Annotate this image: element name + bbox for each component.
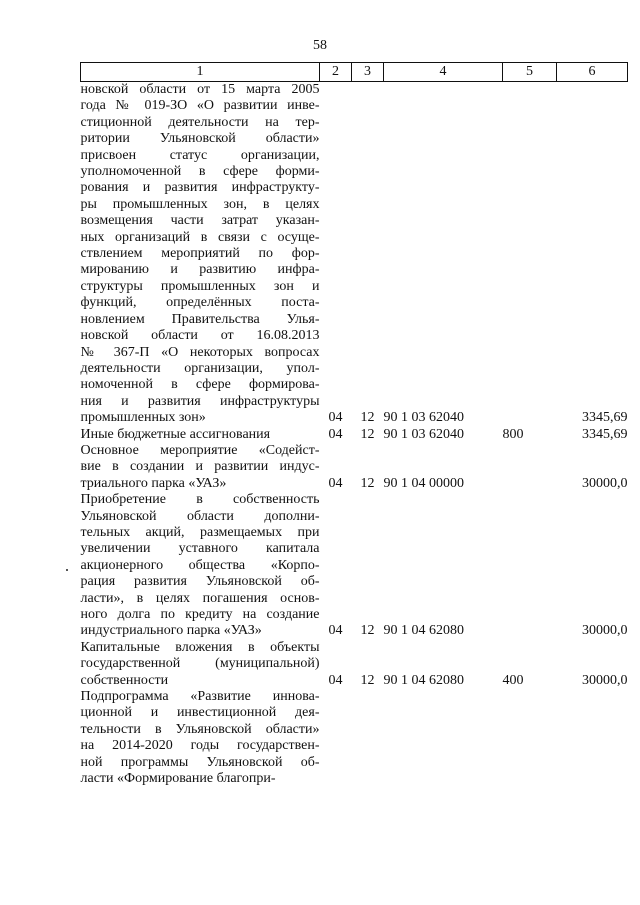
- description-line: № 367-П «О некоторых вопросах: [80, 344, 320, 360]
- row-description: [81, 492, 320, 640]
- row-description: [81, 82, 320, 427]
- header-col-6: 6: [557, 63, 628, 82]
- description-line: промышленных зон»: [80, 410, 206, 426]
- expense-type-code: [503, 689, 557, 787]
- amount: 30000,0: [582, 672, 628, 688]
- description-line: структуры промышленных зон и: [80, 278, 320, 294]
- row-description: [81, 640, 320, 689]
- subsection-code: 12: [360, 410, 375, 426]
- amount: 3345,69: [582, 410, 628, 426]
- amount: [557, 689, 628, 787]
- description-line: увеличении уставного капитала: [80, 541, 320, 557]
- section-code: 04: [328, 623, 343, 639]
- header-col-2: 2: [320, 63, 352, 82]
- subsection-code: 12: [360, 672, 375, 688]
- amount: 3345,69: [582, 426, 628, 442]
- description-line: ры промышленных зон, в целях: [80, 196, 320, 212]
- expense-type-code: 800: [502, 426, 524, 442]
- description-line: Ульяновской области дополни-: [80, 508, 320, 524]
- target-article-code: [384, 689, 503, 787]
- table-row: [81, 640, 628, 689]
- description-line: ной программы Ульяновской об-: [80, 754, 320, 770]
- expense-type-code: [503, 443, 557, 492]
- header-col-4: 4: [384, 63, 503, 82]
- expense-type-code: [503, 492, 557, 640]
- description-line: ния и развития инфраструктуры: [80, 393, 320, 409]
- row-description: [81, 443, 320, 492]
- description-line: индустриального парка «УАЗ»: [80, 623, 262, 639]
- amount: 30000,0: [582, 623, 628, 639]
- subsection-code: [352, 689, 384, 787]
- description-line: новской области от 16.08.2013: [80, 328, 320, 344]
- description-line: уполномоченной в сфере форми-: [80, 164, 320, 180]
- target-article-code: 90 1 03 62040: [383, 410, 464, 426]
- table-row: [81, 492, 628, 640]
- row-description: [81, 689, 320, 787]
- target-article-code: 90 1 04 62080: [383, 623, 464, 639]
- description-line: Подпрограмма «Развитие иннова-: [80, 689, 320, 705]
- section-code: 04: [328, 672, 343, 688]
- description-line: ного долга по кредиту на создание: [80, 607, 320, 622]
- description-line: тельных акций, размещаемых при: [80, 524, 320, 540]
- table-row: [81, 82, 628, 427]
- table-row: [81, 427, 628, 443]
- target-article-code: 90 1 04 00000: [383, 475, 464, 491]
- description-line: ствлением мероприятий по фор-: [80, 246, 320, 262]
- description-line: деятельности организации, упол-: [80, 360, 320, 376]
- table-header-row: [81, 63, 628, 82]
- section-code: [320, 689, 352, 787]
- description-line: года № 019-ЗО «О развитии инве-: [80, 98, 320, 114]
- description-line: тельности в Ульяновской области»: [80, 721, 320, 737]
- section-code: 04: [328, 475, 343, 491]
- description-line: государственной (муниципальной): [80, 656, 320, 672]
- section-code: 04: [328, 426, 343, 442]
- description-line: ласти», в целях погашения основ-: [80, 590, 320, 606]
- row-description: [81, 427, 320, 443]
- subsection-code: 12: [360, 623, 375, 639]
- table-row: [81, 443, 628, 492]
- description-line: триального парка «УАЗ»: [80, 475, 227, 491]
- header-col-3: 3: [352, 63, 384, 82]
- description-line: присвоен статус организации,: [80, 147, 320, 163]
- target-article-code: 90 1 04 62080: [383, 672, 464, 688]
- description-line: мированию и развитию инфра-: [80, 262, 320, 278]
- expense-type-code: 400: [502, 672, 524, 688]
- subsection-code: 12: [360, 426, 375, 442]
- header-col-5: 5: [503, 63, 557, 82]
- description-line: Иные бюджетные ассигнования: [80, 426, 271, 442]
- description-line: возмещения части затрат указан-: [80, 213, 320, 229]
- description-line: ритории Ульяновской области»: [80, 131, 320, 147]
- amount: 30000,0: [582, 475, 628, 491]
- target-article-code: 90 1 03 62040: [383, 426, 464, 442]
- description-line: новской области от 15 марта 2005: [80, 82, 320, 97]
- expense-type-code: [503, 82, 557, 427]
- description-line: рация развития Ульяновской об-: [80, 574, 320, 590]
- scan-speck: [66, 569, 68, 571]
- description-line: Основное мероприятие «Содейст-: [80, 442, 320, 458]
- description-line: Приобретение в собственность: [80, 492, 320, 508]
- section-code: 04: [328, 410, 343, 426]
- header-col-1: 1: [81, 63, 320, 82]
- description-line: акционерного общества «Корпо-: [80, 557, 320, 573]
- description-line: новлением Правительства Улья-: [80, 311, 320, 327]
- page-number: 58: [313, 38, 327, 53]
- description-line: вие в создании и развитии индус-: [80, 459, 320, 475]
- description-line: ных организаций в связи с осуще-: [80, 229, 320, 245]
- description-line: ционной и инвестиционной дея-: [80, 705, 320, 721]
- description-line: Капитальные вложения в объекты: [80, 639, 320, 655]
- description-line: номоченной в сфере формирова-: [80, 377, 320, 393]
- description-line: собственности: [80, 672, 169, 688]
- description-line: рования и развития инфраструкту-: [80, 180, 320, 196]
- description-line: стиционной деятельности на тер-: [80, 114, 320, 130]
- description-line: на 2014-2020 годы государствен-: [80, 738, 320, 754]
- description-line: функций, определённых поста-: [80, 295, 320, 311]
- description-line: ласти «Формирование благопри-: [80, 771, 276, 787]
- table-row: [81, 689, 628, 787]
- subsection-code: 12: [360, 475, 375, 491]
- budget-table: [80, 62, 628, 787]
